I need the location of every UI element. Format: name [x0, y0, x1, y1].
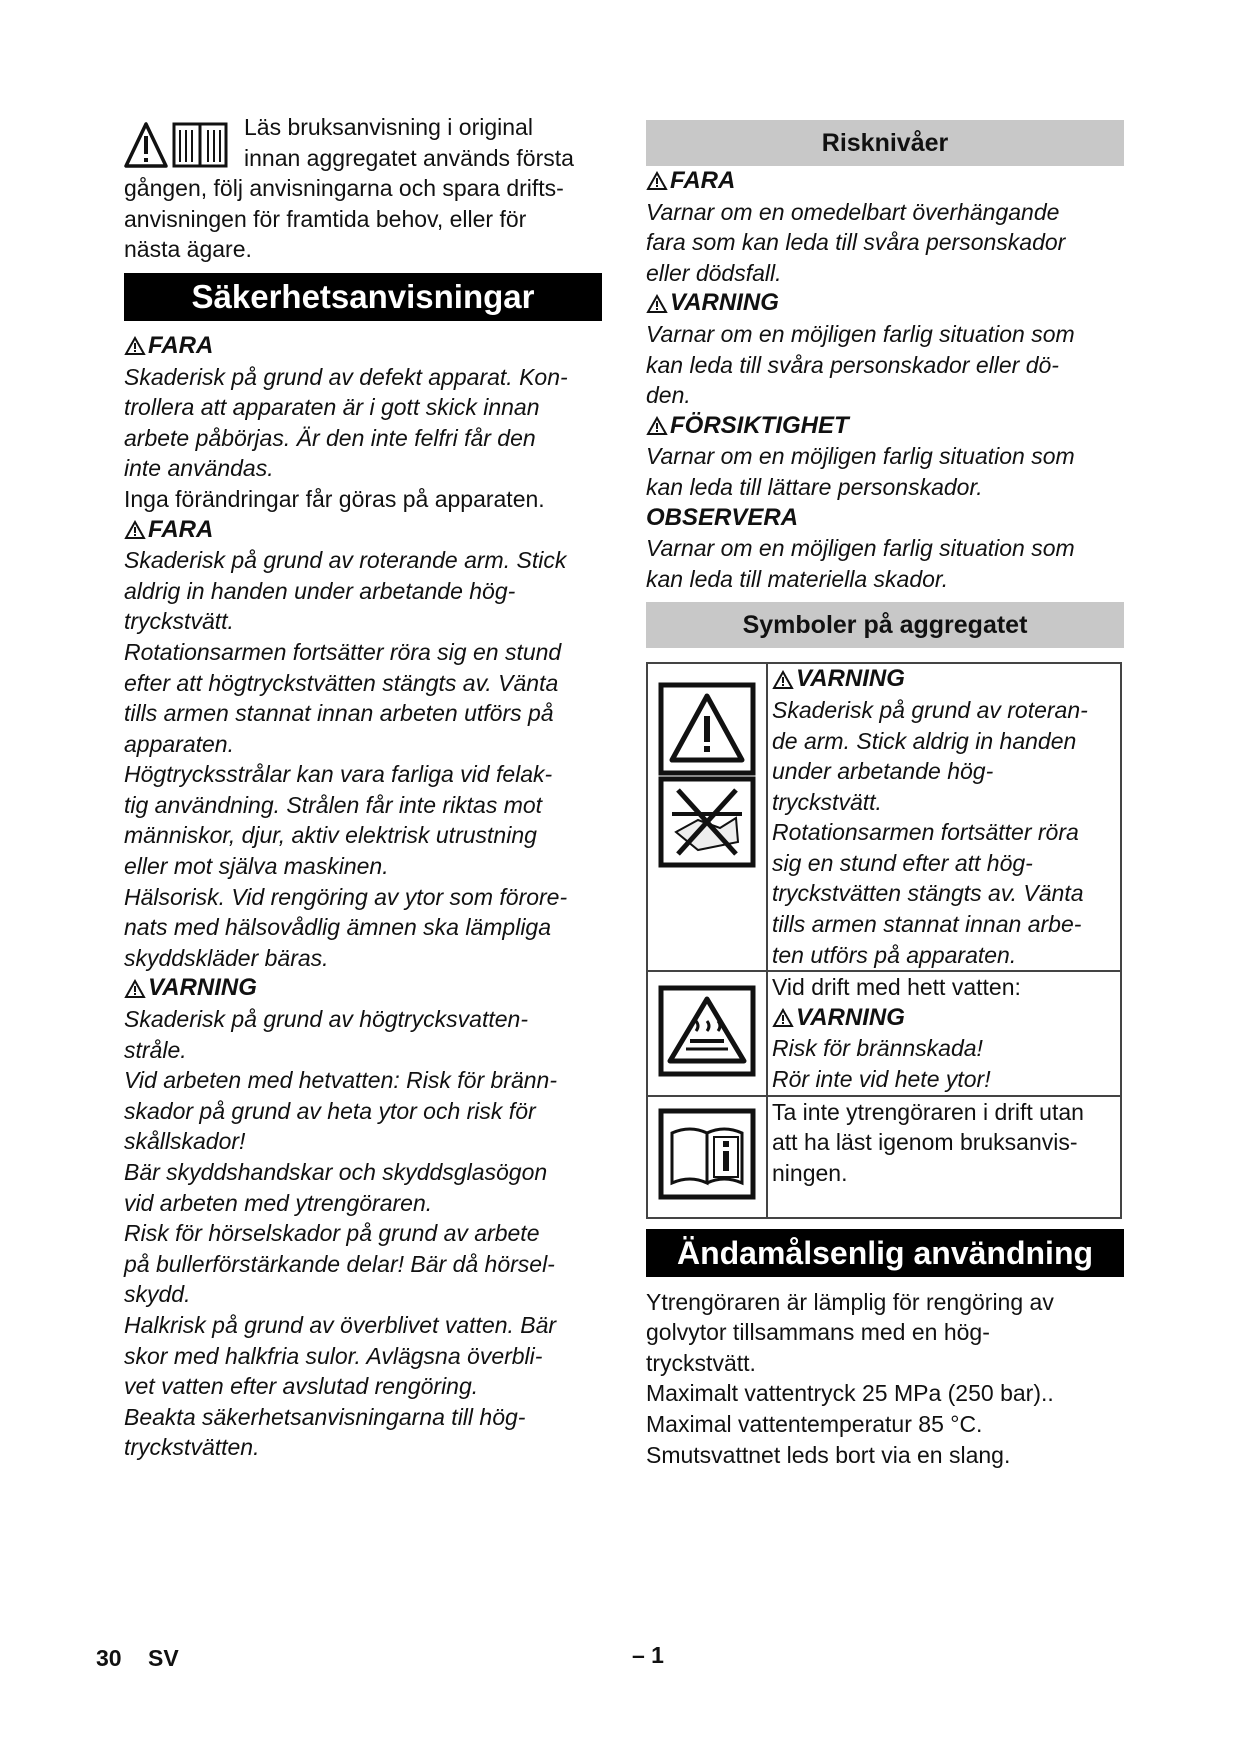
symbols-table — [646, 662, 1122, 1218]
text-line: Bär skyddshandskar och skyddsglasögon — [124, 1159, 548, 1185]
text-line: ten utförs på apparaten. — [772, 941, 1017, 968]
text-line: tills armen stannat innan arbe- — [772, 911, 1082, 938]
text-line: stråle. — [124, 1036, 187, 1063]
text-line: Varnar om en möjligen farlig situation som — [646, 443, 1075, 470]
varning-text: VARNING — [148, 974, 257, 1002]
text-line: Smutsvattnet leds bort via en slang. — [646, 1441, 1011, 1468]
text-line: Rotationsarmen fortsätter röra sig en stund — [124, 638, 562, 665]
warning-icon — [646, 171, 668, 191]
symbol-icon-cell — [647, 1096, 767, 1218]
symbol-text-cell — [767, 1096, 1121, 1218]
text-line: fara som kan leda till svåra personskador — [646, 229, 1066, 256]
text-line: att ha läst igenom bruksanvis- — [772, 1129, 1078, 1156]
fara-label — [124, 515, 602, 546]
symbol-row — [647, 663, 1121, 971]
text-line: Vid drift med hett vatten: — [772, 974, 1021, 1001]
text-line: de arm. Stick aldrig in handen — [772, 727, 1077, 754]
text-line: Skaderisk på grund av defekt apparat. Kon- — [124, 363, 568, 390]
warning-icon — [124, 520, 146, 540]
text-line: apparaten. — [124, 730, 234, 757]
text-line: tig användning. Strålen får inte riktas mot — [124, 791, 543, 818]
right-column — [646, 120, 1124, 1470]
intro-line: anvisningen för framtida behov, eller för — [124, 205, 527, 232]
text-line: nats med hälsovådlig ämnen ska lämpliga — [124, 914, 552, 941]
text-line: Beakta säkerhetsanvisningarna till hög- — [124, 1403, 526, 1430]
warning-icon — [772, 1008, 794, 1028]
symbol-text-cell — [767, 663, 1121, 971]
text-line: den. — [646, 382, 691, 409]
warning-icon — [646, 294, 668, 314]
forsiktighet-label — [646, 411, 1124, 442]
text-line: Inga förändringar får göras på apparaten. — [124, 485, 545, 512]
text-line: Halkrisk på grund av överblivet vatten. Bär — [124, 1311, 557, 1338]
symbol-icon-cell — [647, 971, 767, 1095]
text-line: skyddskläder bäras. — [124, 944, 329, 971]
varning-text: VARNING — [796, 1003, 905, 1031]
text-line: tryckstvätt. — [646, 1349, 756, 1376]
text-line: efter att högtryckstvätten stängts av. Vänta — [124, 669, 559, 696]
text-line: Skaderisk på grund av högtrycksvatten- — [124, 1006, 528, 1033]
text-line: tryckstvätt. — [124, 608, 234, 635]
varning-label — [646, 288, 1124, 319]
varning-text: VARNING — [670, 289, 779, 317]
varning-label — [772, 664, 1116, 695]
observera-text: OBSERVERA — [646, 503, 799, 531]
text-line: vid arbeten med ytrengöraren. — [124, 1189, 433, 1216]
text-line: aldrig in handen under arbetande hög- — [124, 577, 516, 604]
text-line: tryckstvätten. — [124, 1434, 260, 1461]
intro-line: gången, följ anvisningarna och spara drifts- — [124, 175, 564, 202]
text-line: skor med halkfria sulor. Avlägsna överbli- — [124, 1342, 543, 1369]
fara-text: FARA — [670, 167, 736, 194]
safety-heading: Säkerhetsanvisningar — [124, 273, 602, 321]
no-hand-rotating-arm-icon — [661, 779, 753, 865]
text-line: tryckstvätt. — [772, 788, 882, 815]
symbol-text-cell — [767, 971, 1121, 1095]
fara-text: FARA — [148, 515, 214, 543]
text-line: Varnar om en omedelbart överhängande — [646, 198, 1060, 225]
varning-text: VARNING — [796, 665, 905, 693]
warning-icon — [646, 416, 668, 436]
risk-heading: Risknivåer — [646, 120, 1124, 166]
text-line: inte användas. — [124, 455, 274, 482]
intro-line: nästa ägare. — [124, 236, 252, 263]
text-line: Ta inte ytrengöraren i drift utan — [772, 1098, 1084, 1125]
page-center-mark: – 1 — [632, 1642, 664, 1668]
usage-heading: Ändamålsenlig användning — [646, 1229, 1124, 1277]
text-line: Maximal vattentemperatur 85 °C. — [646, 1411, 983, 1437]
intro-block — [124, 112, 602, 265]
symbol-icon-cell — [647, 663, 767, 971]
warning-icon — [772, 670, 794, 690]
text-line: Risk för hörselskador på grund av arbete — [124, 1220, 540, 1247]
text-line: Maximalt vattentryck 25 MPa (250 bar).. — [646, 1380, 1054, 1407]
varning-label — [772, 1003, 1116, 1034]
text-line: skållskador! — [124, 1128, 246, 1155]
text-line: vet vatten efter avslutad rengöring. — [124, 1373, 479, 1400]
warning-icon — [124, 979, 146, 999]
symbols-heading: Symboler på aggregatet — [646, 602, 1124, 648]
text-line: skador på grund av heta ytor och risk för — [124, 1097, 536, 1124]
read-manual-warning-icon — [124, 118, 230, 172]
text-line: arbete påbörjas. Är den inte felfri får den — [124, 424, 536, 451]
text-line: kan leda till lättare personskador. — [646, 473, 983, 500]
text-line: Rör inte vid hete ytor! — [772, 1066, 991, 1093]
text-line: Skaderisk på grund av roterande arm. Stick — [124, 547, 567, 574]
text-line: kan leda till materiella skador. — [646, 565, 949, 592]
text-line: Högtrycksstrålar kan vara farliga vid felak- — [124, 761, 553, 788]
text-line: sig en stund efter att hög- — [772, 849, 1033, 876]
symbol-row — [647, 1096, 1121, 1218]
text-line: Varnar om en möjligen farlig situation som — [646, 535, 1075, 562]
language-code: SV — [148, 1645, 179, 1671]
text-line: under arbetande hög- — [772, 758, 994, 785]
text-line: eller dödsfall. — [646, 259, 782, 286]
observera-label — [646, 503, 1124, 534]
intro-line: Läs bruksanvisning i original — [244, 114, 533, 140]
left-column — [124, 112, 602, 1463]
text-line: Skaderisk på grund av roteran- — [772, 696, 1088, 723]
varning-label — [124, 973, 602, 1004]
text-line: ningen. — [772, 1159, 848, 1186]
symbol-row — [647, 971, 1121, 1095]
text-line: kan leda till svåra personskador eller dö- — [646, 351, 1059, 378]
fara-text: FARA — [148, 331, 214, 359]
text-line: golvytor tillsammans med en hög- — [646, 1319, 990, 1346]
warning-icon — [124, 336, 146, 356]
text-line: Vid arbeten med hetvatten: Risk för bränn- — [124, 1067, 557, 1094]
fara-label — [124, 331, 602, 362]
read-manual-icon — [658, 1105, 756, 1203]
page-number: 30 — [96, 1645, 122, 1671]
intro-line: innan aggregatet används första — [244, 144, 574, 171]
text-line: skydd. — [124, 1281, 191, 1308]
fara-label — [646, 166, 1124, 197]
text-line: Varnar om en möjligen farlig situation som — [646, 320, 1075, 347]
warning-triangle-icon — [658, 682, 756, 868]
text-line: Ytrengöraren är lämplig för rengöring av — [646, 1288, 1054, 1315]
text-line: eller mot själva maskinen. — [124, 853, 389, 880]
text-line: på bullerförstärkande delar! Bär då hörsel- — [124, 1250, 555, 1277]
text-line: tills armen stannat innan arbeten utförs på — [124, 700, 554, 727]
forsiktighet-text: FÖRSIKTIGHET — [670, 411, 849, 439]
text-line: Rotationsarmen fortsätter röra — [772, 819, 1079, 846]
text-line: trollera att apparaten är i gott skick innan — [124, 394, 540, 421]
text-line: tryckstvätten stängts av. Vänta — [772, 880, 1084, 907]
text-line: människor, djur, aktiv elektrisk utrustning — [124, 822, 537, 849]
hot-surface-icon — [658, 985, 756, 1077]
text-line: Risk för brännskada! — [772, 1035, 983, 1062]
text-line: Hälsorisk. Vid rengöring av ytor som förore- — [124, 883, 568, 910]
